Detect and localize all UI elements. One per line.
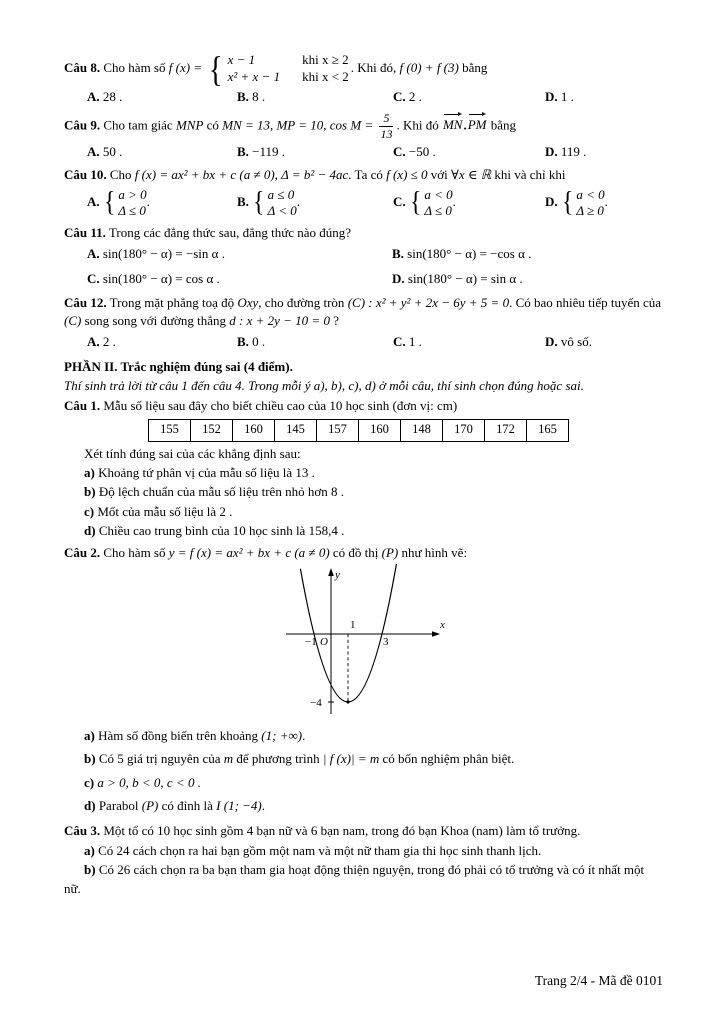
answer-option-b [237,333,393,351]
left-brace: { [103,186,116,218]
math-expr: (P) [141,798,159,814]
item-text: Chiều cao trung bình của 10 học sinh là 158,4 . [98,523,345,539]
answer-option-a [87,143,237,161]
system-rows [268,187,297,220]
fraction-numerator: 5 [379,112,393,127]
answer-text: 8 . [252,89,266,105]
math-expr: (C) : x² + y² + 2x − 6y + 5 = 0 [347,294,510,310]
question-10 [64,166,663,222]
system-of-conditions [252,187,297,220]
math-expr: f (x) = [168,60,203,76]
answer-letter: C. [393,89,406,105]
statement-item-b [64,483,663,501]
answer-text: 2 . [102,333,116,349]
math-expr: a < 0 [576,186,605,202]
item-label: a) [84,842,95,858]
question-8-statement [64,49,663,89]
question-number: Câu 8. [64,60,101,76]
answer-letter: A. [87,144,100,160]
answer-text: sin(180° − α) = cos α . [102,271,220,287]
item-text: để phương trình [236,751,320,767]
answer-option-a [87,333,237,351]
item-label: a) [84,727,95,743]
question-text: có [206,117,219,133]
question-9 [64,112,663,165]
math-expr: | f (x)| = m [322,751,380,767]
system-of-conditions [103,187,147,220]
math-expr: MNP [175,117,204,133]
answer-row [64,187,663,220]
question-subtext: Xét tính đúng sai của các khẳng định sau: [84,445,301,461]
math-expr: a ≤ 0 [267,186,295,202]
answer-option-b [237,187,393,220]
item-label: b) [84,862,96,878]
item-label: d) [84,798,96,814]
statement-item-a [64,464,663,482]
table-cell: 160 [233,419,275,441]
data-table [148,419,569,442]
answer-text: vô số. [560,333,592,349]
item-text: có bốn nghiệm phân biệt. [382,751,515,767]
question-text: bằng [462,60,488,76]
answer-option-b [237,88,393,106]
table-cell: 155 [149,419,191,441]
answer-letter: A. [87,89,100,105]
answer-option-c [87,270,392,288]
table-cell: 152 [191,419,233,441]
part2-instructions: Thí sinh trả lời từ câu 1 đến câu 4. Trong mỗi ý a), b), c), d) ở mỗi câu, thí sinh chọn đúng hoặc sai. [64,377,584,393]
item-text: Khoảng tứ phân vị của mẫu số liệu là 13 . [98,464,315,480]
math-expr: Δ ≤ 0 [424,203,452,219]
figure-container [64,564,663,721]
math-expr: y = f (x) = ax² + bx + c (a ≠ 0) [168,544,330,560]
math-expr: m [223,751,234,767]
answer-letter: B. [392,245,404,261]
answer-text: −119 . [252,144,286,160]
answer-letter: C. [393,144,406,160]
part2-heading: PHẦN II. Trắc nghiệm đúng sai (4 điểm). [64,359,293,375]
system-rows [118,187,146,220]
left-brace: { [253,186,265,218]
vertex-point [346,701,349,704]
question-number: Câu 10. [64,167,107,183]
question-text: khi và chỉ khi [494,167,566,183]
item-text: . [302,727,306,743]
answer-option-c [393,143,545,161]
statement-item-d [64,797,663,815]
statement-item-c [64,503,663,521]
answer-letter: B. [237,144,249,160]
tick-label-3: 3 [382,636,388,649]
question-text: Cho tam giác [103,117,173,133]
fraction-denominator: 13 [380,126,393,141]
tick-label-minus4: −4 [309,697,322,710]
table-cell: 165 [527,419,569,441]
question-text: Cho hàm số [103,544,166,560]
table-cell: 145 [275,419,317,441]
question-text: Mẫu số liệu sau đây cho biết chiều cao của 10 học sinh (đơn vị: cm) [103,398,458,414]
statement-item-c [64,774,663,792]
question-text: bằng [490,117,517,133]
question-12-statement [64,294,663,331]
question-number: Câu 9. [64,117,101,133]
y-axis-arrow [328,568,334,576]
answer-letter: B. [237,194,249,210]
answer-letter: B. [237,333,249,349]
question-statement [64,397,663,415]
question-8 [64,49,663,110]
system-rows [424,187,452,220]
question-text: như hình vẽ: [401,544,468,560]
answer-letter: D. [545,194,558,210]
item-label: c) [84,503,95,519]
math-expr: a > 0 [118,186,147,202]
table-row [149,419,569,441]
answer-option-a [87,187,237,220]
math-condition: khi x < 2 [302,69,349,85]
item-label: d) [84,523,96,539]
fraction [379,112,393,141]
item-text: Parabol [98,798,139,814]
answer-text: 119 . [560,144,587,160]
tick-label-1: 1 [349,619,355,632]
question-text: với [430,167,448,183]
math-expr: f (x) = ax² + bx + c (a ≠ 0), Δ = b² − 4ac [134,167,349,183]
question-text: Trong mặt phẳng toạ độ [109,294,235,310]
system-of-conditions [409,187,453,220]
math-expr: a < 0 [424,186,453,202]
answer-text: . [146,194,150,210]
answer-option-c [393,187,545,220]
item-label: b) [84,484,96,500]
answer-text: sin(180° − α) = sin α . [407,271,523,287]
answer-option-a [87,245,392,263]
item-label: a) [84,464,95,480]
x-axis-label: x [439,619,445,632]
answer-letter: C. [393,333,406,349]
table-cell: 148 [401,419,443,441]
answer-row [64,88,663,106]
answer-option-d [392,270,663,288]
question-number: Câu 3. [64,823,101,839]
parabola-graph [274,564,454,716]
item-text: Có 5 giá trị nguyên của [98,751,221,767]
math-expr: f (x) ≤ 0 [386,167,428,183]
math-expr: MN = 13, MP = 10, cos M = [222,117,374,133]
answer-letter: A. [87,245,100,261]
dot-operator: . [463,117,467,133]
question-9-statement [64,112,663,141]
question-number: Câu 11. [64,225,106,241]
question-statement [64,544,663,562]
item-label: c) [84,774,95,790]
question-11 [64,224,663,291]
left-brace: { [209,49,223,89]
answer-text: 28 . [102,89,123,105]
answer-row [64,143,663,161]
statement-item-d [64,522,663,540]
statement-item-a [64,842,663,860]
item-text: Có 26 cách chọn ra ba bạn tham gia hoạt động thiện nguyện, trong đó phải có tổ trưởng và có ít nhất một nữ. [64,862,645,896]
statement-item-a [64,727,663,745]
part2-question-2 [64,544,663,821]
math-expr: x − 1 [227,52,256,68]
math-expr: Δ ≥ 0 [576,203,604,219]
answer-text: . [296,194,301,210]
math-expr: Δ < 0 [267,203,297,219]
x-axis-arrow [432,631,440,637]
item-text: Mốt của mẫu số liệu là 2 . [97,503,233,519]
question-text: , cho đường tròn [258,294,345,310]
answer-text: . [604,194,608,210]
vector-expr: MN [443,113,463,134]
item-label: b) [84,751,96,767]
table-cell: 157 [317,419,359,441]
math-expr: (C) [64,313,82,329]
question-text: . Có bao nhiêu tiếp tuyến của [509,294,662,310]
answer-text: . [452,194,456,210]
answer-option-d [545,333,663,351]
answer-letter: C. [393,194,406,210]
item-text: Có 24 cách chọn ra hai bạn gồm một nam và một nữ tham gia thi học sinh thanh lịch. [98,842,542,858]
question-12 [64,294,663,354]
question-text: . Ta có [348,167,383,183]
math-expr: d : x + 2y − 10 = 0 [229,313,330,329]
answer-option-d [545,88,663,106]
math-expr: f (0) + f (3) [399,60,459,76]
part2-question-3 [64,822,663,899]
math-condition: khi x ≥ 2 [302,52,349,68]
answer-option-d [545,187,663,220]
answer-letter: D. [545,333,558,349]
answer-text: 0 . [252,333,266,349]
math-expr: ∀x ∈ ℝ [451,167,492,183]
math-expr: (1; +∞) [261,727,303,743]
question-text: có đồ thị [332,544,379,560]
answer-text: 50 . [102,144,123,160]
item-text: có đỉnh là [161,798,213,814]
math-expr: Δ ≤ 0 [118,203,146,219]
question-text: . Khi đó [396,117,439,133]
answer-option-b [392,245,663,263]
answer-row [64,245,663,289]
question-text: Cho [109,167,132,183]
question-number: Câu 1. [64,398,101,414]
part2-question-1 [64,397,663,542]
statement-item-b [64,750,663,768]
answer-text: 1 . [408,333,422,349]
left-brace: { [561,186,574,218]
answer-letter: A. [87,333,100,349]
piecewise-rows [228,52,349,86]
math-expr: a > 0, b < 0, c < 0 . [97,774,201,790]
question-number: Câu 2. [64,544,101,560]
math-expr: x² + x − 1 [227,69,281,85]
answer-row [64,333,663,351]
answer-option-b [237,143,393,161]
question-text: . Khi đó, [350,60,397,76]
left-brace: { [409,186,422,218]
piecewise-function [207,49,349,89]
answer-letter: C. [87,271,100,287]
table-cell: 160 [359,419,401,441]
parabola-curve [300,564,397,702]
statement-item-b [64,861,663,898]
system-of-conditions [561,187,605,220]
table-cell: 172 [485,419,527,441]
item-text: . [261,798,265,814]
y-axis-label: y [334,569,340,582]
question-text: Một tổ có 10 học sinh gồm 4 bạn nữ và 6 bạn nam, trong đó bạn Khoa (nam) làm tổ trưởng. [103,823,581,839]
item-text: Hàm số đồng biến trên khoảng [98,727,259,743]
math-expr: Oxy [237,294,259,310]
answer-option-d [545,143,663,161]
question-text: ? [333,313,339,329]
table-cell: 170 [443,419,485,441]
question-10-statement [64,166,663,184]
question-text: Trong các đẳng thức sau, đẳng thức nào đúng? [108,225,352,241]
question-text: song song với đường thẳng [84,313,227,329]
answer-text: sin(180° − α) = −sin α . [102,245,225,261]
answer-text: 1 . [560,89,574,105]
question-text: Cho hàm số [103,60,166,76]
math-expr: (P) [381,544,399,560]
question-number: Câu 12. [64,294,107,310]
tick-label-minus1: −1 [304,636,317,649]
answer-option-c [393,88,545,106]
item-text: Độ lệch chuẩn của mẫu số liệu trên nhỏ hơn 8 . [98,484,344,500]
math-expr: I (1; −4) [216,798,262,814]
answer-text: −50 . [408,144,436,160]
answer-option-c [393,333,545,351]
answer-letter: A. [87,194,100,210]
system-rows [576,187,604,220]
origin-label: O [319,636,328,649]
answer-letter: D. [545,89,558,105]
vector-expr: PM [468,113,487,134]
answer-letter: B. [237,89,249,105]
question-11-statement [64,224,663,242]
answer-letter: D. [392,271,405,287]
question-statement [64,822,663,840]
answer-text: sin(180° − α) = −cos α . [407,245,532,261]
page-footer: Trang 2/4 - Mã đề 0101 [534,972,663,988]
answer-option-a [87,88,237,106]
answer-text: 2 . [408,89,422,105]
answer-letter: D. [545,144,558,160]
